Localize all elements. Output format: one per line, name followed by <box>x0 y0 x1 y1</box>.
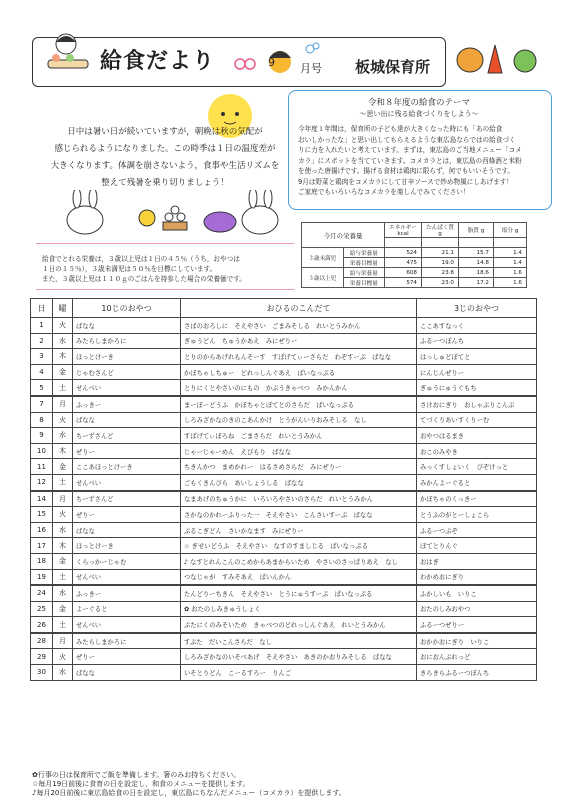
nutrition-col-header: 塩分 g <box>494 223 527 238</box>
menu-lunch-text: ぎゅうどん ちゅうかあえ みにぜりー <box>184 338 298 346</box>
menu-morning-snack: ばなな <box>73 665 181 681</box>
table-row <box>31 617 537 633</box>
month-suffix: 月号 <box>300 62 322 75</box>
menu-afternoon-snack: きらきらふるーつぽんち <box>417 665 537 681</box>
menu-lunch-text: ちきんかつ まめかれー はるさめさらだ みにぜりー <box>184 464 342 472</box>
nutrition-table <box>301 222 527 288</box>
theme-line: 今年度１年間は，保育所の子ども達が大きくなった時にも「あの給食 <box>298 125 503 133</box>
menu-weekday: 水 <box>53 665 73 681</box>
menu-lunch <box>181 569 417 585</box>
nutrition-value: 1.6 <box>494 268 527 278</box>
bubble-icon <box>303 40 323 58</box>
menu-day: 30 <box>31 665 53 681</box>
menu-lunch-text: たんどりーちきん そえやさい とうにゅうすーぷ ぱいなっぷる <box>184 590 373 598</box>
menu-weekday: 水 <box>53 428 73 444</box>
menu-weekday: 水 <box>53 522 73 538</box>
menu-day: 8 <box>31 412 53 428</box>
menu-lunch-text: ぶるこぎどん さいかなます みにぜりー <box>184 527 304 535</box>
note-line: また，３歳以上児は１１０ｇのごはんを持参した場合の栄養価です。 <box>42 275 246 283</box>
rabbits-moon-viewing-illustration <box>55 190 290 238</box>
menu-lunch-text: まーぼーどうふ かぼちゃとぽてとのさらだ ぱいなっぷる <box>184 401 355 409</box>
table-row <box>31 474 537 490</box>
table-row <box>31 553 537 569</box>
table-row <box>31 601 537 617</box>
table-row <box>31 538 537 554</box>
table-row <box>31 665 537 681</box>
menu-day: 12 <box>31 474 53 490</box>
menu-afternoon-snack: さけおにぎり おしゃぶりこんぶ <box>417 396 537 412</box>
menu-afternoon-snack: ふるーつぶぞ <box>417 522 537 538</box>
menu-lunch-text: さばのおろしに そえやさい ごまみそしる れいとうみかん <box>184 322 361 330</box>
menu-lunch-text: しろみざかなのいそべあげ そえやさい あきのかおりみそしる ばなな <box>184 654 392 662</box>
menu-lunch <box>181 428 417 444</box>
menu-lunch <box>181 585 417 601</box>
table-row <box>31 428 537 444</box>
menu-morning-snack: せんべい <box>73 380 181 396</box>
header-morning-snack: 10じのおやつ <box>73 299 181 318</box>
nutrition-col-header: 脂質 g <box>459 223 494 238</box>
menu-morning-snack: ちーずさんど <box>73 491 181 507</box>
note-line: １日の１５％），３歳未満児は５０％を目標にしています。 <box>42 265 217 273</box>
menu-lunch <box>181 522 417 538</box>
menu-lunch-text: なまあげのちゅうかに いろいろやさいのさらだ れいとうみかん <box>184 496 373 504</box>
menu-lunch <box>181 617 417 633</box>
nutrition-value: 574 <box>385 278 422 288</box>
menu-afternoon-snack: とうふのがとーしょこら <box>417 507 537 523</box>
menu-morning-snack: じゃむさんど <box>73 364 181 380</box>
menu-lunch <box>181 649 417 665</box>
theme-subtitle: ～思い出に残る給食づくりをしよう～ <box>359 110 479 118</box>
menu-morning-snack: ばなな <box>73 318 181 334</box>
menu-lunch-text: かぼちゃしちゅー どれっしんぐあえ ぱいなっぷる <box>184 369 336 377</box>
table-row <box>31 380 537 396</box>
nutrition-value: 23.0 <box>422 278 459 288</box>
table-row <box>31 522 537 538</box>
menu-afternoon-snack: かぼちゃのくっきー <box>417 491 537 507</box>
menu-lunch-text: しろみざかなのきのこあんかけ とうがんいりおみそしる なし <box>184 417 367 425</box>
intro-line: 大きくなります。体調を崩さないよう，食事や生活リズムを <box>50 161 280 171</box>
menu-morning-snack: ばなな <box>73 522 181 538</box>
menu-weekday: 金 <box>53 364 73 380</box>
menu-afternoon-snack: おこのみやき <box>417 443 537 459</box>
table-row <box>31 443 537 459</box>
vegetables-illustration <box>450 35 550 80</box>
table-row <box>31 507 537 523</box>
menu-afternoon-snack: おにおんぶれっど <box>417 649 537 665</box>
menu-lunch-text: なすとれんこんのこめからあまからいため やさいのさっぱりあえ なし <box>190 558 398 566</box>
menu-lunch-text: ぎせいどうふ そえやさい なすのすましじる ぱいなっぷる <box>191 543 368 551</box>
girl-icon <box>260 40 300 85</box>
menu-day: 9 <box>31 428 53 444</box>
table-row <box>31 396 537 412</box>
menu-day: 15 <box>31 507 53 523</box>
nutrition-value: 14.8 <box>459 258 494 268</box>
menu-lunch-text: さかなのかれーふりった一 そえやさい こんさいすーぷ ばなな <box>184 511 373 519</box>
menu-morning-snack: ほっとけーき <box>73 349 181 365</box>
menu-afternoon-snack: ぽてとりんぐ <box>417 538 537 554</box>
menu-lunch <box>181 412 417 428</box>
menu-lunch <box>181 491 417 507</box>
menu-lunch <box>181 633 417 649</box>
footer-line: ☆毎月19日前後に食育の日を設定し，和食のメニューを提供します。 <box>32 780 250 788</box>
nutrition-row-label: 給与栄養量 <box>343 268 385 278</box>
menu-weekday: 火 <box>53 318 73 334</box>
menu-mark-icon: ✿ <box>184 606 190 614</box>
menu-lunch <box>181 507 417 523</box>
menu-lunch-text: ごもくきんぴら あいしょうしる ばなな <box>184 479 304 487</box>
menu-afternoon-snack: おかかおにぎり いりこ <box>417 633 537 649</box>
menu-weekday: 火 <box>53 649 73 665</box>
menu-weekday: 土 <box>53 474 73 490</box>
menu-day: 4 <box>31 364 53 380</box>
nutrition-value: 17.2 <box>459 278 494 288</box>
menu-morning-snack: せんべい <box>73 617 181 633</box>
nutrition-note <box>42 254 296 284</box>
menu-lunch-text: いそとりどん こーるすろー りんご <box>184 669 292 677</box>
nutrition-col-header: たんぱく質 g <box>422 223 459 238</box>
menu-afternoon-snack: わかめおにぎり <box>417 569 537 585</box>
menu-lunch-text: すぶた だいこんさらだ なし <box>184 638 272 646</box>
menu-weekday: 木 <box>53 538 73 554</box>
theme-line: ご家庭でもいろいろなコメカラを楽しんでみてください！ <box>298 188 470 196</box>
nutrition-value: 19.0 <box>422 258 459 268</box>
menu-morning-snack: ふっきー <box>73 396 181 412</box>
menu-day: 28 <box>31 633 53 649</box>
menu-lunch <box>181 333 417 349</box>
nutrition-value: 475 <box>385 258 422 268</box>
menu-mark-icon: ☆ <box>184 543 190 551</box>
menu-morning-snack: ぜりー <box>73 443 181 459</box>
table-row <box>31 649 537 665</box>
intro-text <box>40 124 290 192</box>
menu-weekday: 月 <box>53 396 73 412</box>
menu-morning-snack: くらっかーじゃむ <box>73 553 181 569</box>
menu-lunch <box>181 380 417 396</box>
menu-day: 18 <box>31 553 53 569</box>
nutrition-value: 15.7 <box>459 248 494 258</box>
menu-morning-snack: ばなな <box>73 412 181 428</box>
menu-weekday: 木 <box>53 349 73 365</box>
menu-mark-icon: ♪ <box>184 558 189 566</box>
menu-afternoon-snack: てづくりあいすくりーむ <box>417 412 537 428</box>
menu-afternoon-snack: みかんよーぐると <box>417 474 537 490</box>
theme-line: 9月は野菜と鶏肉をコメカラにして甘辛ソースで炒め物風にしあげます！ <box>298 177 513 186</box>
menu-morning-snack: みたらしまかろに <box>73 633 181 649</box>
menu-weekday: 火 <box>53 507 73 523</box>
menu-weekday: 土 <box>53 569 73 585</box>
menu-lunch <box>181 459 417 475</box>
nutrition-value: 1.4 <box>494 258 527 268</box>
menu-afternoon-snack: ふかしいも いりこ <box>417 585 537 601</box>
header-weekday: 曜 <box>53 299 73 318</box>
nutrition-value: 1.6 <box>494 278 527 288</box>
menu-afternoon-snack: おやつはるまき <box>417 428 537 444</box>
menu-weekday: 金 <box>53 553 73 569</box>
table-row <box>31 318 537 334</box>
theme-line: カラ」にスポットを当てていきます。コメカラとは，東広島の西條酒と米粉 <box>298 156 522 165</box>
menu-lunch <box>181 601 417 617</box>
theme-line: りに力を入れたいと考えています。まずは，東広島のご当地メニュー「コメ <box>298 146 522 154</box>
menu-morning-snack: ふっきー <box>73 585 181 601</box>
nutrition-row-label: 給与栄養量 <box>343 248 385 258</box>
menu-lunch-text: じゃーじゃーめん えびもり ばなな <box>184 448 292 456</box>
footer-line: ♪毎月20日前後に東広島給食の日を設定し，東広島にちなんだメニュー（コメカラ）を提供します。 <box>32 789 346 797</box>
table-row <box>31 333 537 349</box>
intro-line: 日中は暑い日が続いていますが，朝晩は秋の気配が <box>67 127 263 137</box>
menu-weekday: 土 <box>53 617 73 633</box>
nutrition-row-label: 栄養目標量 <box>343 258 385 268</box>
menu-day: 1 <box>31 318 53 334</box>
theme-body <box>298 124 544 198</box>
table-row <box>31 491 537 507</box>
nutrition-col-header: エネルギー kcal <box>385 223 422 238</box>
menu-weekday: 月 <box>53 633 73 649</box>
menu-header-row <box>31 299 537 318</box>
table-row <box>31 569 537 585</box>
nutrition-value: 608 <box>385 268 422 278</box>
menu-afternoon-snack: おはぎ <box>417 553 537 569</box>
menu-weekday: 金 <box>53 601 73 617</box>
menu-lunch <box>181 349 417 365</box>
menu-weekday: 金 <box>53 459 73 475</box>
menu-lunch <box>181 474 417 490</box>
menu-weekday: 月 <box>53 491 73 507</box>
nutrition-header-label: 今月の栄養量 <box>302 223 385 248</box>
header-day: 日 <box>31 299 53 318</box>
menu-morning-snack: せんべい <box>73 569 181 585</box>
note-line: 給食でとれる栄養は，３歳以上児は１日の４５％（うち，おやつは <box>42 255 240 263</box>
header-lunch: おひるのこんだて <box>181 299 417 318</box>
nutrition-value: 23.8 <box>422 268 459 278</box>
menu-morning-snack: ぜりー <box>73 649 181 665</box>
menu-day: 29 <box>31 649 53 665</box>
menu-day: 7 <box>31 396 53 412</box>
footer-line: ✿行事の日は保育所でご飯を準備します。箸のみお持ちください。 <box>32 771 241 779</box>
intro-line: 感じられるようになりました。この時季は１日の温度差が <box>54 144 276 154</box>
nutrition-age-group: ３歳以上児 <box>302 268 344 288</box>
table-row <box>31 585 537 601</box>
theme-line: を使った唐揚げです。揚げる食材は鶏肉に限らず，何でもいいそうです。 <box>298 167 515 175</box>
table-row <box>31 459 537 475</box>
menu-afternoon-snack: はっしゅどぽてと <box>417 349 537 365</box>
menu-lunch-text: とりのからあげれもんそーす すぱげてぃーさらだ わぞすーぷ ばなな <box>184 353 392 361</box>
table-row <box>31 633 537 649</box>
menu-lunch <box>181 538 417 554</box>
menu-lunch <box>181 443 417 459</box>
menu-afternoon-snack: ここあすなっく <box>417 318 537 334</box>
menu-day: 14 <box>31 491 53 507</box>
intro-line: 整えて残暑を乗り切りましょう！ <box>101 178 229 188</box>
menu-day: 11 <box>31 459 53 475</box>
table-row <box>31 364 537 380</box>
menu-lunch <box>181 318 417 334</box>
newsletter-title: 給食だより <box>100 49 216 74</box>
menu-lunch <box>181 364 417 380</box>
nutrition-value: 1.4 <box>494 248 527 258</box>
menu-day: 25 <box>31 601 53 617</box>
menu-lunch-text: すぱげてぃぼろね ごまさらだ れいとうみかん <box>184 432 323 440</box>
menu-day: 16 <box>31 522 53 538</box>
menu-afternoon-snack: ふるーつぜりー <box>417 617 537 633</box>
menu-day: 2 <box>31 333 53 349</box>
menu-day: 19 <box>31 569 53 585</box>
theme-line: おいしかったな」と思い出してもらえるような東広島ならではの給食づく <box>298 135 516 144</box>
nutrition-value: 18.6 <box>459 268 494 278</box>
menu-day: 17 <box>31 538 53 554</box>
school-name: 板城保育所 <box>355 58 431 76</box>
menu-weekday: 水 <box>53 585 73 601</box>
month-number: 9 <box>268 56 275 69</box>
menu-weekday: 火 <box>53 412 73 428</box>
menu-afternoon-snack: ふるーつぽんち <box>417 333 537 349</box>
menu-morning-snack: ぜりー <box>73 507 181 523</box>
menu-day: 3 <box>31 349 53 365</box>
menu-morning-snack: ほっとけーき <box>73 538 181 554</box>
menu-afternoon-snack: にんじんぜりー <box>417 364 537 380</box>
menu-morning-snack: ちーずさんど <box>73 428 181 444</box>
menu-weekday: 土 <box>53 380 73 396</box>
menu-day: 5 <box>31 380 53 396</box>
nutrition-row-label: 栄養目標量 <box>343 278 385 288</box>
nutrition-value: 524 <box>385 248 422 258</box>
menu-morning-snack: せんべい <box>73 474 181 490</box>
menu-table <box>30 298 537 681</box>
footer-notes <box>32 771 552 798</box>
menu-lunch <box>181 553 417 569</box>
menu-morning-snack: ここあほっとけーき <box>73 459 181 475</box>
table-row <box>31 349 537 365</box>
nutrition-value: 21.1 <box>422 248 459 258</box>
girl-eating-illustration <box>38 28 98 83</box>
menu-day: 24 <box>31 585 53 601</box>
menu-weekday: 水 <box>53 333 73 349</box>
header-afternoon-snack: 3じのおやつ <box>417 299 537 318</box>
menu-afternoon-snack: ぎゅうにゅうぐもち <box>417 380 537 396</box>
menu-lunch <box>181 396 417 412</box>
menu-lunch-text: つなじゃが すみそあえ ぱいんかん <box>184 574 292 582</box>
menu-morning-snack: よーぐると <box>73 601 181 617</box>
menu-weekday: 木 <box>53 443 73 459</box>
menu-morning-snack: みたらしまかろに <box>73 333 181 349</box>
menu-day: 10 <box>31 443 53 459</box>
nutrition-age-group: ３歳未満児 <box>302 248 344 268</box>
menu-lunch <box>181 665 417 681</box>
menu-lunch-text: とりにくとやさいのにもの かぶうきゃべつ みかんかん <box>184 385 348 393</box>
theme-title: 令和８年度の給食のテーマ <box>367 98 470 108</box>
menu-afternoon-snack: おたのしみおやつ <box>417 601 537 617</box>
menu-afternoon-snack: みっくすしょいく ぴぞけっと <box>417 459 537 475</box>
menu-lunch-text: おたのしみきゅうしょく <box>191 606 261 614</box>
table-row <box>31 412 537 428</box>
menu-lunch-text: ぶたにくのみそいため きゃべつのどれっしんぐあえ れいとうみかん <box>184 622 386 630</box>
swirl-icon <box>233 56 258 72</box>
menu-day: 26 <box>31 617 53 633</box>
